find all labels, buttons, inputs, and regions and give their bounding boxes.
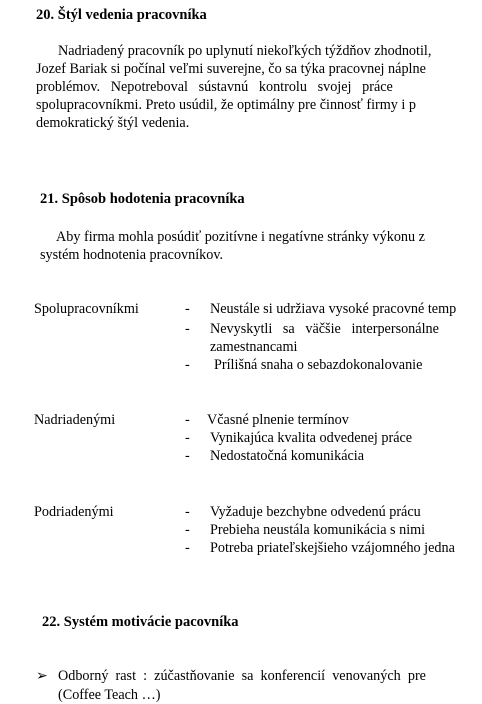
list-item: Nedostatočná komunikácia bbox=[210, 448, 365, 464]
dash-marker: - bbox=[185, 448, 190, 464]
dash-marker: - bbox=[185, 412, 190, 428]
section-22-heading: 22. Systém motivácie pacovníka bbox=[42, 614, 239, 630]
arrow-bullet-icon: ➢ bbox=[36, 668, 48, 684]
section-20-heading: 20. Štýl vedenia pracovníka bbox=[36, 7, 207, 23]
dash-marker: - bbox=[185, 357, 190, 373]
dash-marker: - bbox=[185, 522, 190, 538]
list-item: Prebieha neustála komunikácia s nimi bbox=[210, 522, 426, 538]
section-20-line-2: Jozef Bariak si počínal veľmi suverejne, čo sa týka pracovnej náplne bbox=[36, 61, 426, 77]
section-20-line-3: problémov. Nepotreboval sústavnú kontrolu svojej práce bbox=[36, 79, 393, 95]
section-21-line-2: systém hodnotenia pracovníkov. bbox=[40, 247, 224, 263]
dash-marker: - bbox=[185, 540, 190, 556]
section-21-heading: 21. Spôsob hodotenia pracovníka bbox=[40, 191, 245, 207]
dash-marker: - bbox=[185, 321, 190, 337]
list-item: Potreba priateľskejšieho vzájomného jedna bbox=[210, 540, 455, 556]
dash-marker: - bbox=[185, 504, 190, 520]
section-21-line-1: Aby firma mohla posúdiť pozitívne i negatívne stránky výkonu z bbox=[56, 229, 425, 245]
dash-marker: - bbox=[185, 430, 190, 446]
list-item: Včasné plnenie termínov bbox=[207, 412, 349, 428]
section-20-line-4: spolupracovníkmi. Preto usúdil, že optimálny pre činnosť firmy i p bbox=[36, 97, 417, 113]
dash-marker: - bbox=[185, 301, 190, 317]
section-20-line-1: Nadriadený pracovník po uplynutí niekoľkých týždňov zhodnotil, bbox=[58, 43, 432, 59]
group-label-nadriadenymi: Nadriadenými bbox=[34, 412, 116, 428]
list-item: Vyžaduje bezchybne odvedenú prácu bbox=[210, 504, 421, 520]
section-20-line-5: demokratický štýl vedenia. bbox=[36, 115, 190, 131]
bullet-line-1: Odborný rast : zúčastňovanie sa konferencií venovaných pre bbox=[58, 668, 426, 684]
group-label-spolupracovnikmi: Spolupracovníkmi bbox=[34, 301, 139, 317]
list-item-continuation: zamestnancami bbox=[210, 339, 298, 355]
bullet-line-2: (Coffee Teach …) bbox=[58, 687, 161, 703]
list-item: Neustále si udržiava vysoké pracovné temp bbox=[210, 301, 457, 317]
group-label-podriadenymi: Podriadenými bbox=[34, 504, 114, 520]
list-item: Vynikajúca kvalita odvedenej práce bbox=[210, 430, 413, 446]
list-item: Nevyskytli sa väčšie interpersonálne bbox=[210, 321, 439, 337]
list-item: Prílišná snaha o sebazdokonalovanie bbox=[214, 357, 423, 373]
